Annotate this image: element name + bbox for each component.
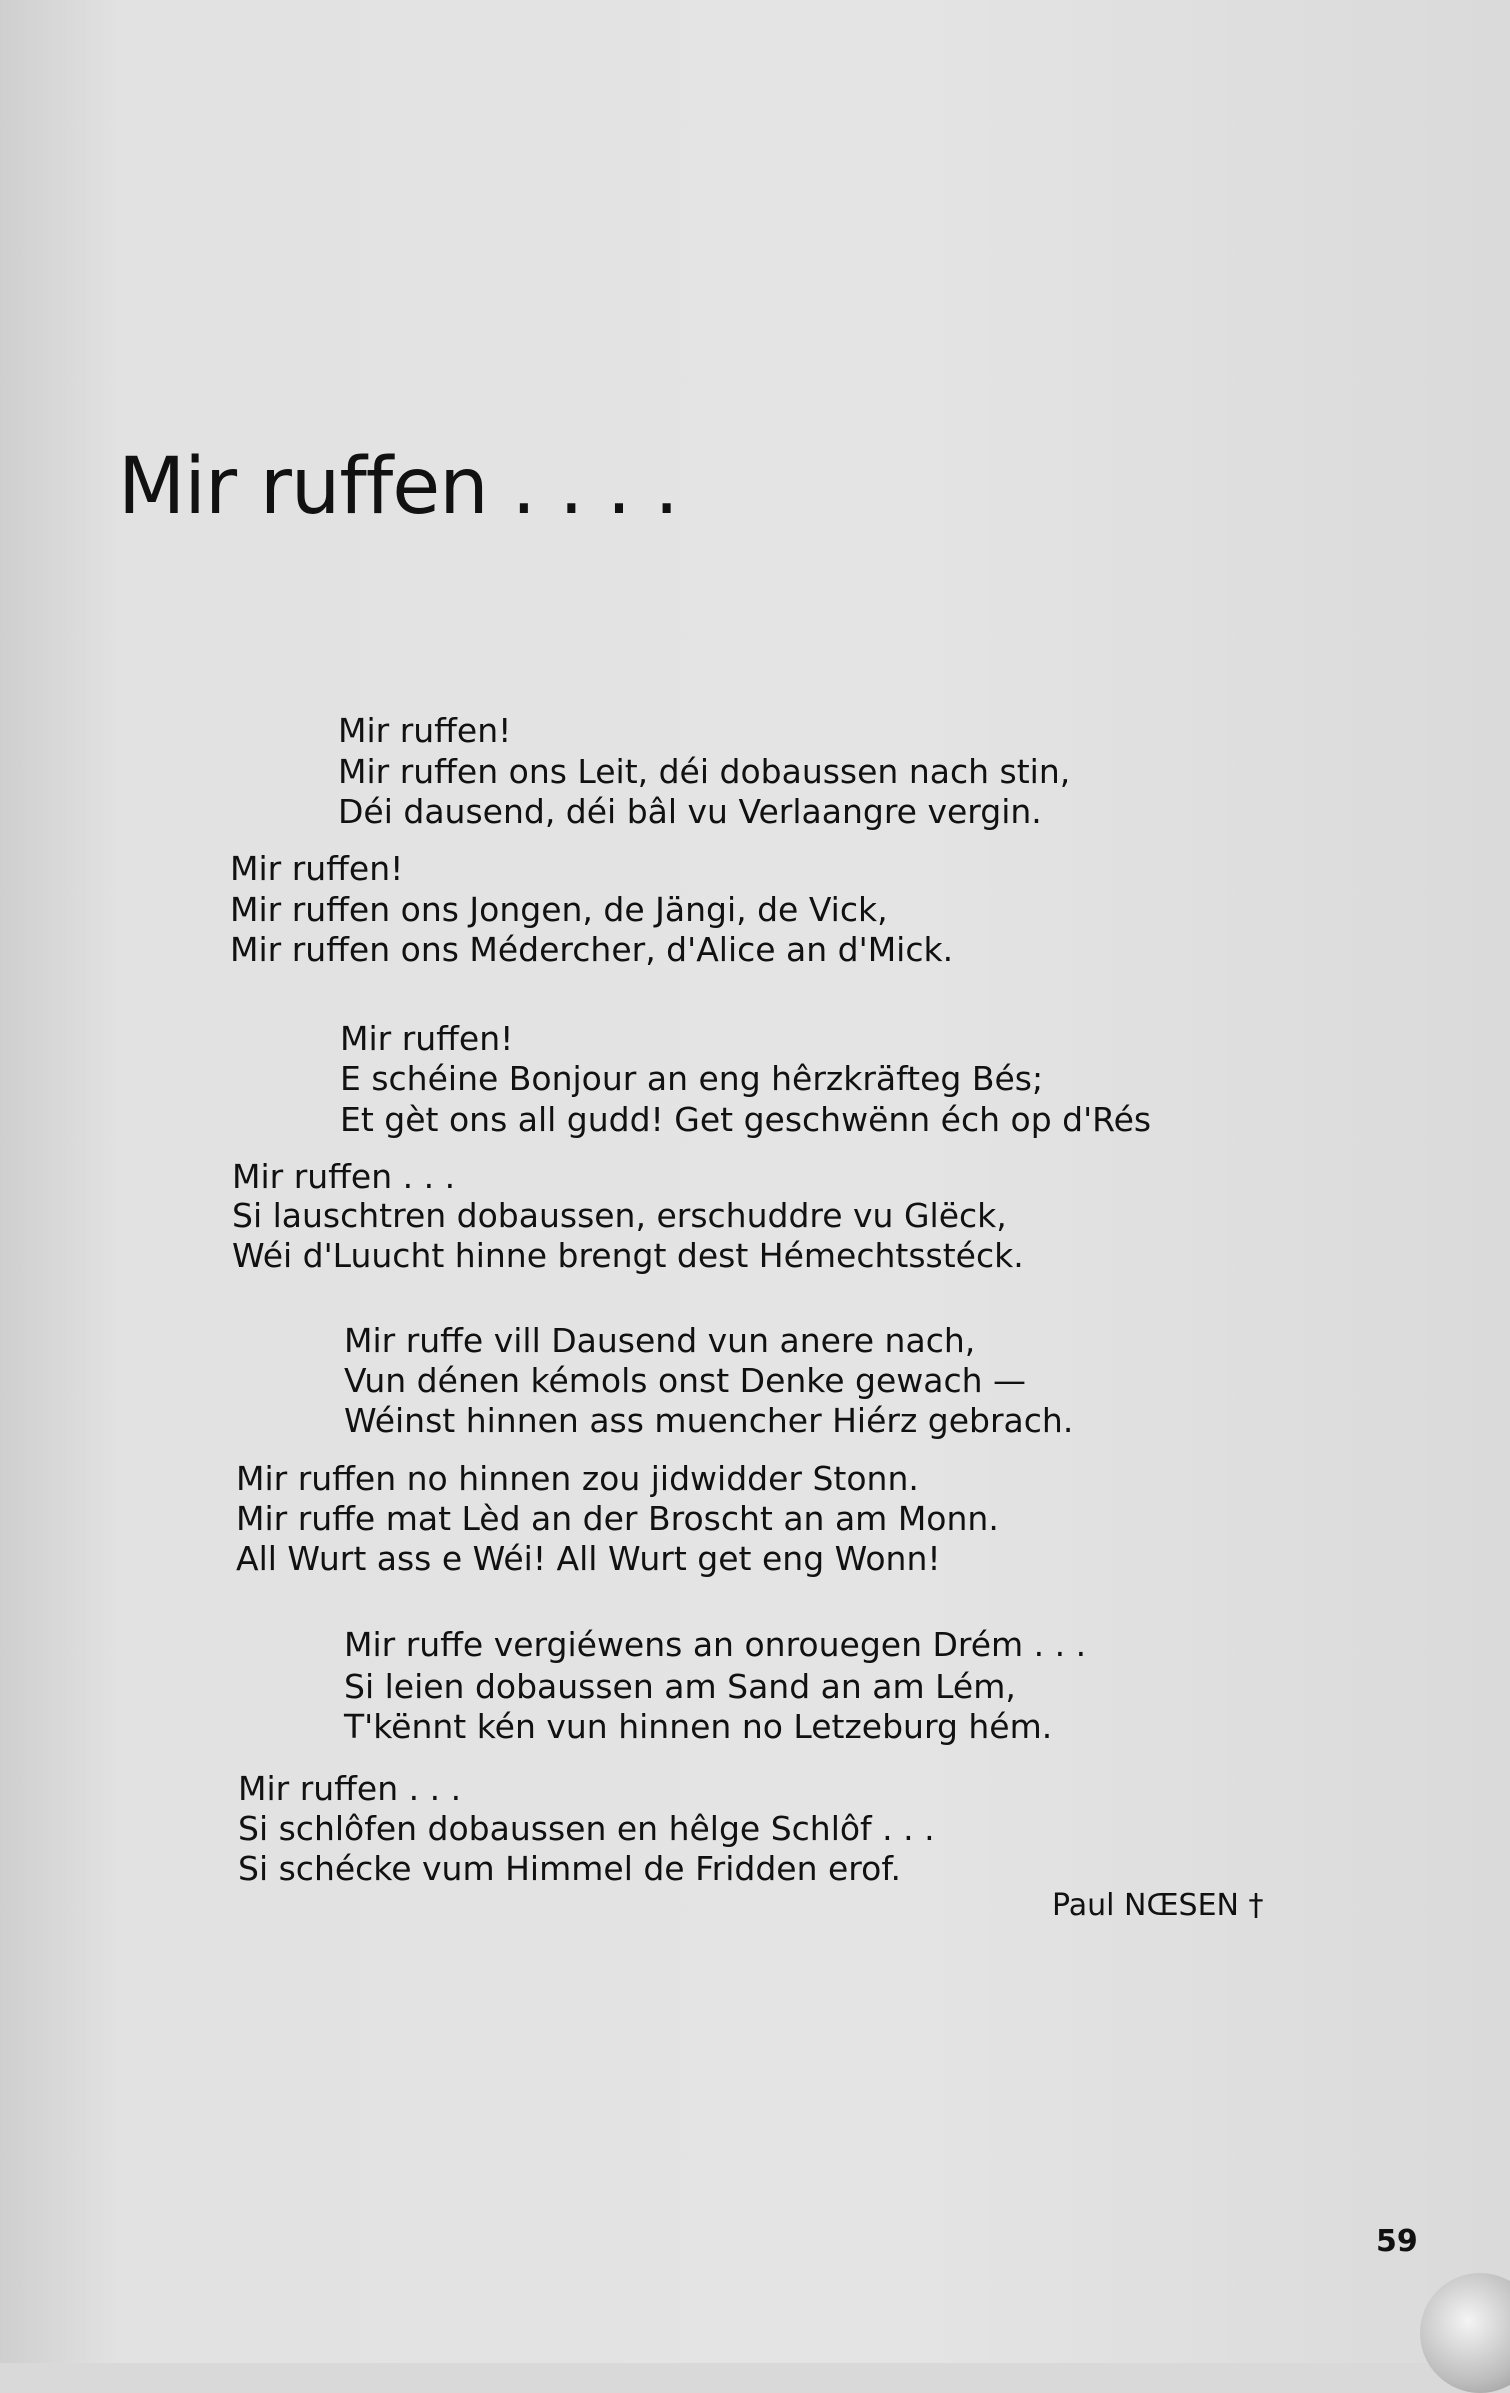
poem-line: Mir ruffen ons Leit, déi dobaussen nach stin,	[338, 752, 1071, 791]
poem-line: Wéi d'Luucht hinne brengt dest Hémechtsstéck.	[232, 1236, 1024, 1275]
poem-line: Mir ruffe mat Lèd an der Broscht an am Monn.	[236, 1499, 999, 1538]
poem-line: Mir ruffen!	[338, 711, 512, 750]
poem-line: Mir ruffen no hinnen zou jidwidder Stonn.	[236, 1459, 919, 1498]
poem-line: Wéinst hinnen ass muencher Hiérz gebrach.	[344, 1401, 1074, 1440]
poem-line: E schéine Bonjour an eng hêrzkräfteg Bés;	[340, 1059, 1044, 1098]
poem-line: Mir ruffe vergiéwens an onrouegen Drém . . .	[344, 1625, 1087, 1664]
poem-line: Si leien dobaussen am Sand an am Lém,	[344, 1667, 1016, 1706]
poem-line: Mir ruffen ons Médercher, d'Alice an d'Mick.	[230, 930, 954, 969]
poem-line: Mir ruffen!	[230, 849, 404, 888]
poem-line: Déi dausend, déi bâl vu Verlaangre vergin.	[338, 792, 1042, 831]
poem-line: Mir ruffen ons Jongen, de Jängi, de Vick,	[230, 890, 888, 929]
poem-line: Vun dénen kémols onst Denke gewach —	[344, 1361, 1027, 1400]
poem-line: Et gèt ons all gudd! Get geschwënn éch op d'Rés	[340, 1100, 1152, 1139]
poem-line: Si schlôfen dobaussen en hêlge Schlôf . . .	[238, 1809, 935, 1848]
poem-line: Mir ruffe vill Dausend vun anere nach,	[344, 1321, 976, 1360]
page-number: 59	[1376, 2224, 1418, 2259]
poem-line: Mir ruffen . . .	[238, 1769, 462, 1808]
author-signature: Paul NŒSEN †	[1052, 1888, 1264, 1923]
poem-line: T'kënnt kén vun hinnen no Letzeburg hém.	[344, 1707, 1053, 1746]
poem-title: Mir ruffen . . . .	[118, 442, 679, 532]
poem-line: Si schécke vum Himmel de Fridden erof.	[238, 1849, 902, 1888]
page-corner-curl	[1420, 2273, 1510, 2393]
poem-line: All Wurt ass e Wéi! All Wurt get eng Wonn!	[236, 1539, 941, 1578]
poem-line: Mir ruffen!	[340, 1019, 514, 1058]
poem-line: Si lauschtren dobaussen, erschuddre vu Glëck,	[232, 1196, 1007, 1235]
poem-line: Mir ruffen . . .	[232, 1157, 456, 1196]
